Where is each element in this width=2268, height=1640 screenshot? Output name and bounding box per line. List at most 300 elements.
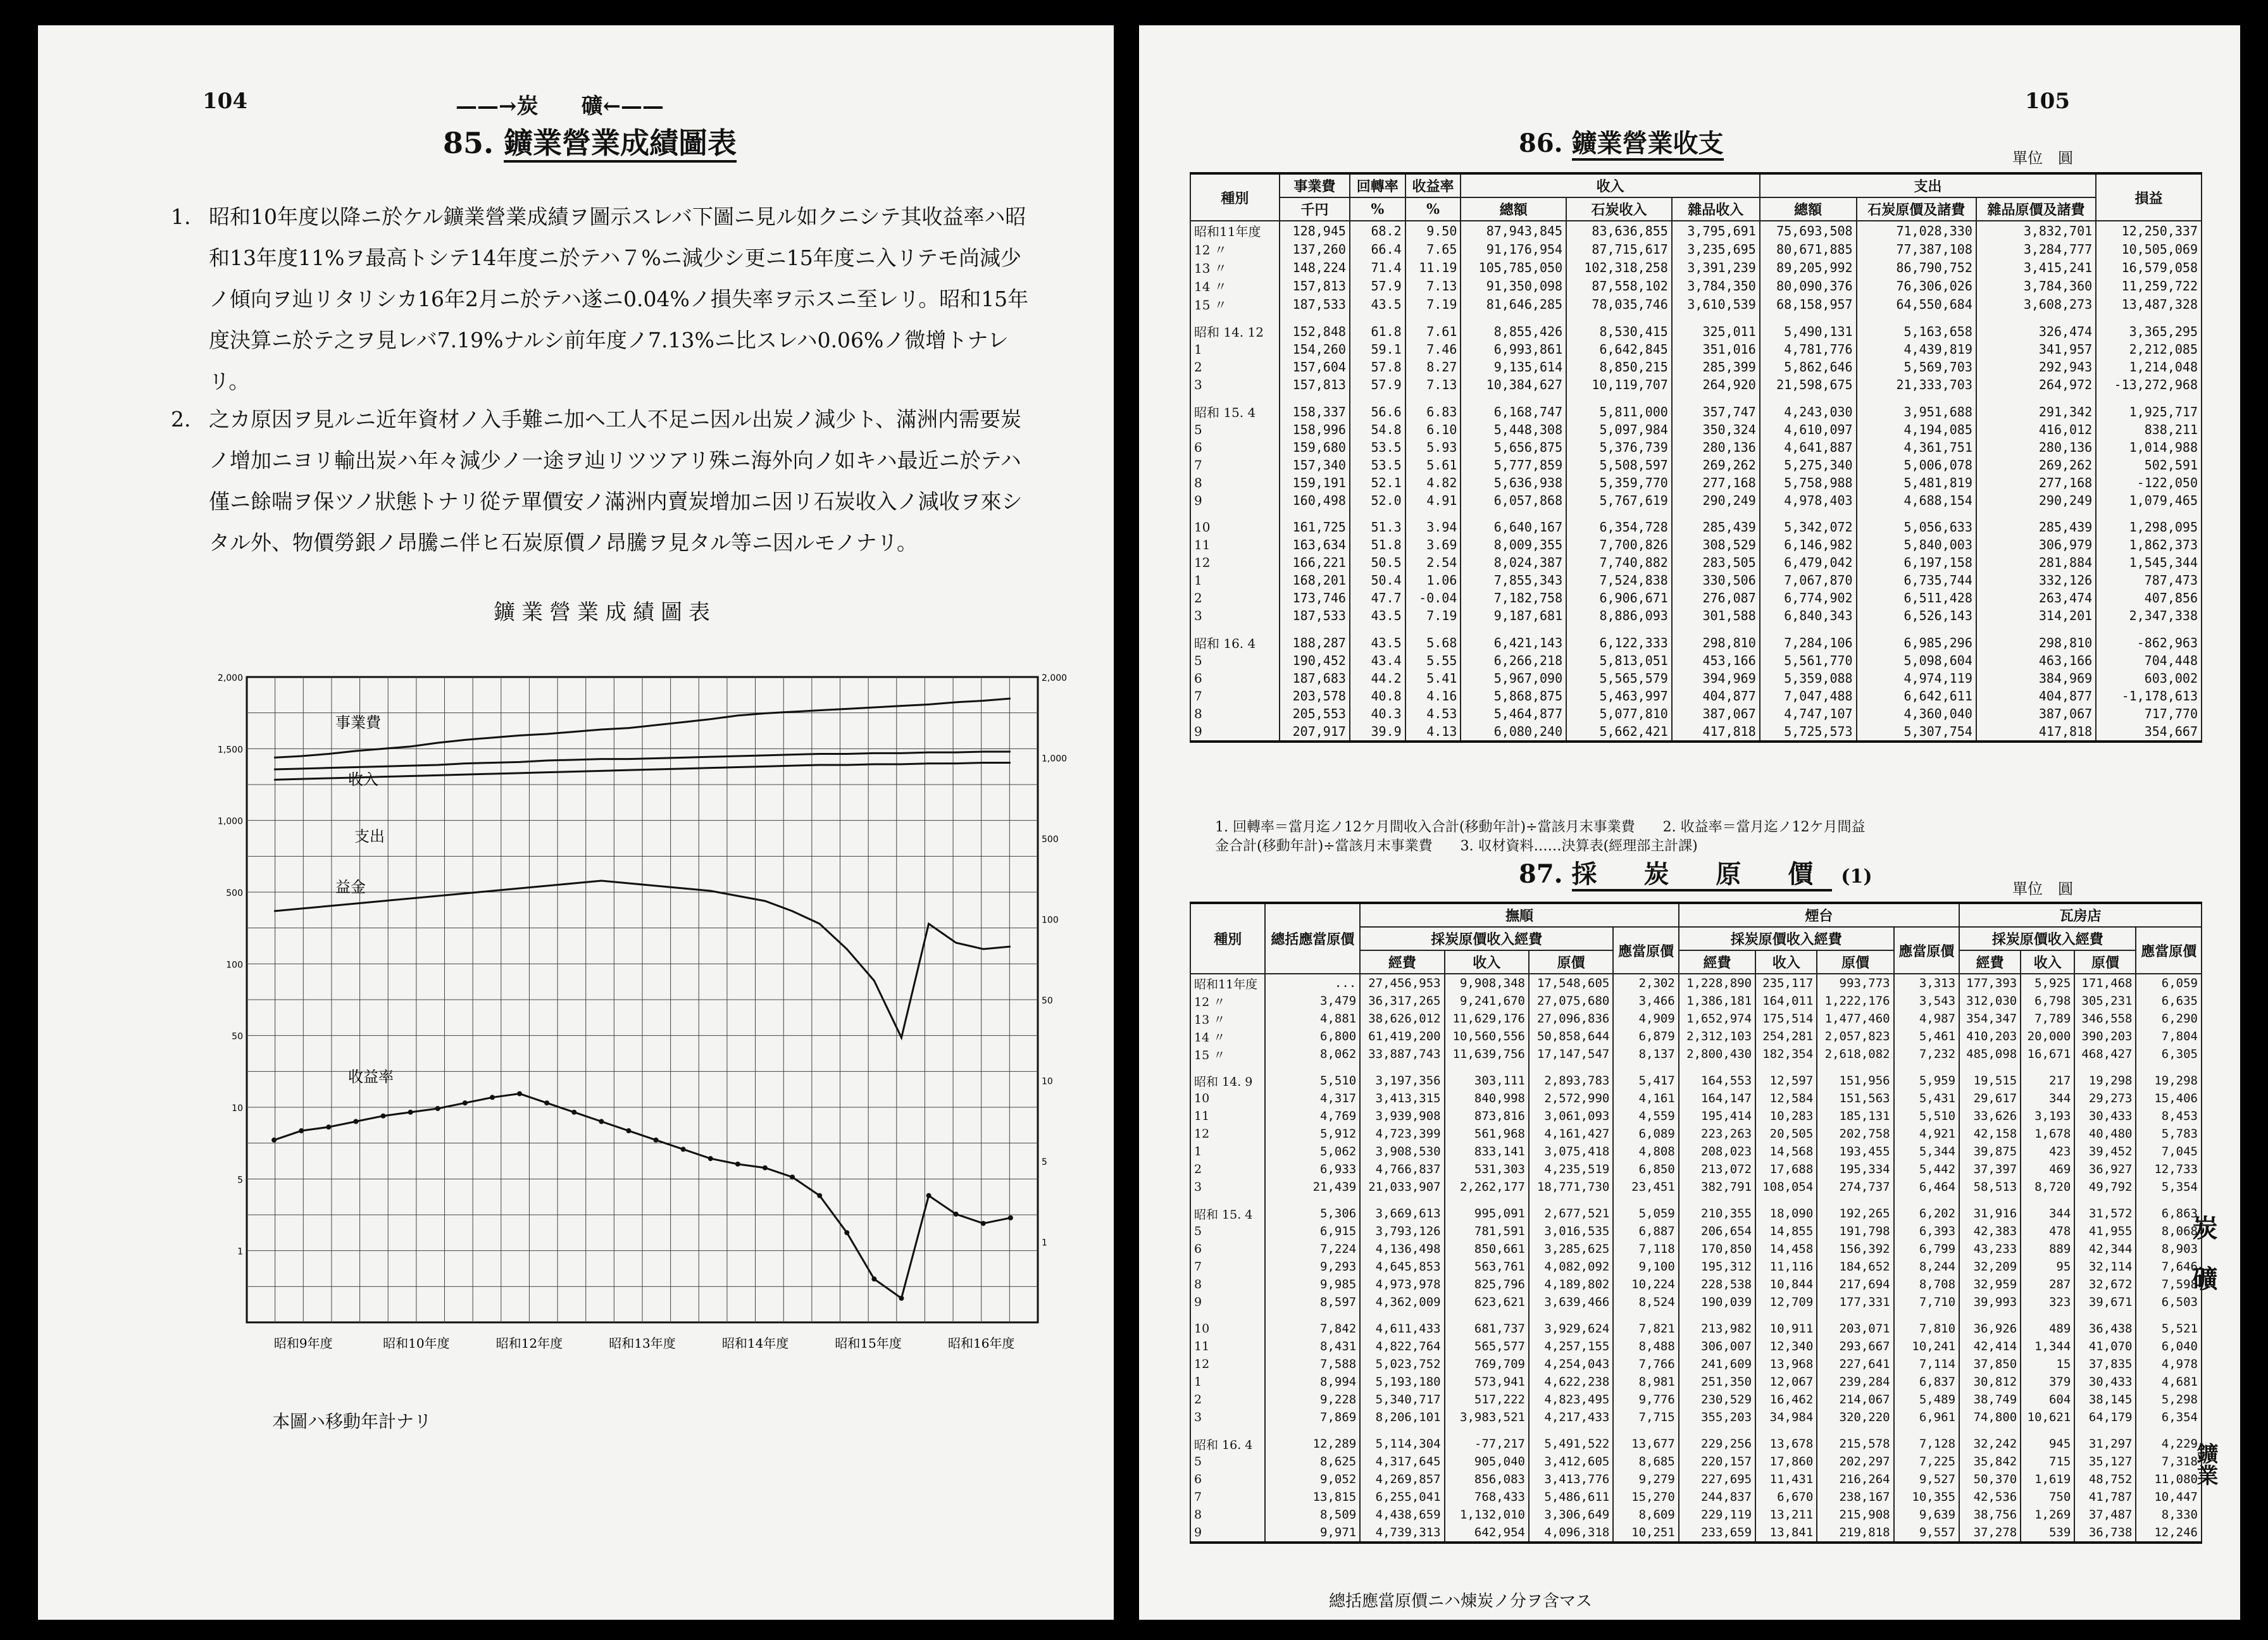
t86-cell: 1,545,344 <box>2096 554 2202 571</box>
t87-cell: 7,114 <box>1894 1355 1959 1373</box>
t87-cell: 517,222 <box>1445 1391 1529 1408</box>
t87-cell: 6,915 <box>1265 1222 1360 1240</box>
series-point <box>735 1162 740 1167</box>
t87-cell: 9,527 <box>1894 1470 1959 1488</box>
group-fushun: 撫順 <box>1360 903 1679 927</box>
t86-cell: 7,067,870 <box>1760 571 1857 589</box>
t86-row <box>1190 633 2202 652</box>
t87-cell: 995,091 <box>1445 1205 1529 1222</box>
t86-cell: 6,080,240 <box>1461 723 1566 742</box>
t87-cell: 27,096,836 <box>1529 1010 1613 1028</box>
t86-cell: 7,740,882 <box>1566 554 1672 571</box>
t86-cell: 4,194,085 <box>1857 421 1976 438</box>
t87-cell: 42,158 <box>1959 1125 2021 1143</box>
t86-cell: 2,347,338 <box>2096 607 2202 624</box>
t87-cell: 9,241,670 <box>1445 992 1529 1010</box>
t87-cell: 昭和11年度 <box>1190 974 1265 992</box>
note-86-line1: 1. 回轉率＝當月迄ノ12ケ月間收入合計(移動年計)÷當該月末事業費 2. 收益率＝當月迄ノ12ケ月間益 <box>1215 819 1866 835</box>
t87-cell: 3,193 <box>2021 1107 2074 1125</box>
series-point <box>544 1100 549 1105</box>
t86-cell: 4,688,154 <box>1857 492 1976 509</box>
t87-cell: 195,414 <box>1679 1107 1755 1125</box>
paragraph-1-text: 昭和10年度以降ニ於ケル鑛業營業成績ヲ圖示スレバ下圖ニ見ル如クニシテ其收益率ハ昭和13年度11%ヲ最高トシテ14年度ニ於テハ７%ニ減少シ更ニ15年度ニ入リテモ尚減少ノ傾向ヲ辿リタリシカ16年2月ニ於テハ遂ニ0.04%ノ損失率ヲ示スニ至レリ。昭和15年度決算ニ於テ之ヲ見レバ7.19%ナルシ前年度ノ7.13%ニ比スレハ0.06%ノ微增トナレリ。 <box>209 204 1029 394</box>
t86-cell: 80,671,885 <box>1760 240 1857 258</box>
title-86 <box>1519 123 1724 159</box>
right-tick-label: 100 <box>1042 915 1059 926</box>
t86-row <box>1190 340 2202 358</box>
t86-cell: 4,439,819 <box>1857 340 1976 358</box>
t86-row <box>1190 258 2202 276</box>
t86-cell: 43.5 <box>1350 607 1405 624</box>
right-tick-label: 2,000 <box>1042 673 1068 683</box>
t86-cell: 昭和11年度 <box>1190 221 1280 240</box>
t87-cell: 10,283 <box>1755 1107 1817 1125</box>
t86-cell <box>1672 313 1760 322</box>
t86-cell: 6,122,333 <box>1566 633 1672 652</box>
t87-cell: 33,626 <box>1959 1107 2021 1125</box>
t87-cell: 27,075,680 <box>1529 992 1613 1010</box>
t87-cell: 12,733 <box>2136 1160 2202 1178</box>
series-point <box>381 1114 386 1119</box>
t86-cell: 80,090,376 <box>1760 276 1857 295</box>
t87-cell: 36,738 <box>2074 1524 2136 1543</box>
t87-cell: 905,040 <box>1445 1453 1529 1470</box>
t86-cell: 52.0 <box>1350 492 1405 509</box>
t87-cell: 354,347 <box>1959 1010 2021 1028</box>
t87-cell: 昭和 15. 4 <box>1190 1205 1265 1222</box>
t87-cell: 32,209 <box>1959 1258 2021 1276</box>
series-point <box>954 1212 959 1217</box>
t87-cell <box>1529 1426 1613 1435</box>
t87-cell: 5,344 <box>1894 1143 1959 1160</box>
t86-cell: 7.61 <box>1405 322 1461 340</box>
t87-cell: 6,503 <box>2136 1293 2202 1311</box>
t87-cell: 390,203 <box>2074 1028 2136 1045</box>
t87-cell: 4,161 <box>1613 1090 1678 1107</box>
title-87-subtitle: (1) <box>1841 866 1872 888</box>
t87-cell: 6,255,041 <box>1360 1488 1444 1506</box>
t87-cell: 58,513 <box>1959 1178 2021 1196</box>
t87-cell: 3,197,356 <box>1360 1072 1444 1090</box>
t87-cell: 41,787 <box>2074 1488 2136 1506</box>
t87-cell: 1,678 <box>2021 1125 2074 1143</box>
t87-cell <box>2136 1196 2202 1205</box>
t87-row <box>1190 1028 2202 1045</box>
t87-cell: 235,117 <box>1755 974 1817 992</box>
t86-cell: 5,758,988 <box>1760 474 1857 492</box>
t87-cell <box>1265 1426 1360 1435</box>
t87-cell: 4,161,427 <box>1529 1125 1613 1143</box>
t86-cell: 326,474 <box>1976 322 2096 340</box>
t87-cell: 6,040 <box>2136 1338 2202 1355</box>
t86-cell: 2 <box>1190 589 1280 607</box>
t87-cell: 3,466 <box>1613 992 1678 1010</box>
series-point <box>435 1106 440 1111</box>
t87-cell: 23,451 <box>1613 1178 1678 1196</box>
unit-percent-2: % <box>1405 197 1461 221</box>
t87-cell: 244,837 <box>1679 1488 1755 1506</box>
group-wafangdian: 瓦房店 <box>1959 903 2202 927</box>
t87-cell: 5,521 <box>2136 1320 2202 1338</box>
x-tick-label: 昭和14年度 <box>721 1336 789 1351</box>
t86-cell <box>1566 394 1672 402</box>
t87-cell: 15 <box>2021 1355 2074 1373</box>
t87-row <box>1190 1373 2202 1391</box>
t87-row <box>1190 1063 2202 1072</box>
t87-cell: 355,203 <box>1679 1408 1755 1426</box>
t86-cell: 5,561,770 <box>1760 652 1857 669</box>
t87-cell <box>2021 1311 2074 1320</box>
t87-cell: 3,061,093 <box>1529 1107 1613 1125</box>
t86-cell: 5.93 <box>1405 438 1461 456</box>
t87-cell: 15,406 <box>2136 1090 2202 1107</box>
t87-cell: 5,114,304 <box>1360 1435 1444 1453</box>
t87-cell: 2 <box>1190 1160 1265 1178</box>
t86-cell: 5,275,340 <box>1760 456 1857 474</box>
t87-cell <box>2074 1311 2136 1320</box>
section-header: ——→炭 礦←—— <box>456 94 664 119</box>
t87-cell: 781,591 <box>1445 1222 1529 1240</box>
t87-cell: 32,114 <box>2074 1258 2136 1276</box>
t86-cell: 5,725,573 <box>1760 723 1857 742</box>
t86-cell: 280,136 <box>1672 438 1760 456</box>
group-expense: 支出 <box>1760 173 2096 197</box>
t86-cell: 5,481,819 <box>1857 474 1976 492</box>
t86-row <box>1190 376 2202 394</box>
t86-row <box>1190 589 2202 607</box>
t87-cell: 220,157 <box>1679 1453 1755 1470</box>
yantai-expense: 經費 <box>1679 950 1755 974</box>
series-point <box>463 1100 468 1105</box>
t86-cell <box>1672 624 1760 633</box>
t87-cell: 3,908,530 <box>1360 1143 1444 1160</box>
t87-cell <box>1360 1196 1444 1205</box>
t87-cell: 3 <box>1190 1408 1265 1426</box>
t86-cell <box>1280 394 1350 402</box>
t86-cell: 89,205,992 <box>1760 258 1857 276</box>
t86-cell: 5,056,633 <box>1857 518 1976 536</box>
t87-cell: 2,893,783 <box>1529 1072 1613 1090</box>
t87-cell: 6,933 <box>1265 1160 1360 1178</box>
t87-row <box>1190 1408 2202 1426</box>
t86-cell: 5,569,703 <box>1857 358 1976 376</box>
t87-cell: 10,560,556 <box>1445 1028 1529 1045</box>
t86-cell: 9,135,614 <box>1461 358 1566 376</box>
t87-cell: 3,016,535 <box>1529 1222 1613 1240</box>
t87-cell: 6,879 <box>1613 1028 1678 1045</box>
t87-cell <box>1959 1311 2021 1320</box>
t87-cell: 39,993 <box>1959 1293 2021 1311</box>
t87-cell: 5,510 <box>1265 1072 1360 1090</box>
t87-cell <box>2136 1063 2202 1072</box>
t87-cell: 4,766,837 <box>1360 1160 1444 1178</box>
t87-cell: 5 <box>1190 1222 1265 1240</box>
t86-cell: 83,636,855 <box>1566 221 1672 240</box>
t87-cell: 254,281 <box>1755 1028 1817 1045</box>
left-tick-label: 10 <box>232 1103 243 1114</box>
t86-row <box>1190 394 2202 402</box>
t86-cell: 8,886,093 <box>1566 607 1672 624</box>
t86-cell: 148,224 <box>1280 258 1350 276</box>
t86-cell <box>1350 394 1405 402</box>
t87-cell: 6,089 <box>1613 1125 1678 1143</box>
t87-cell: 229,256 <box>1679 1435 1755 1453</box>
t86-cell: 50.4 <box>1350 571 1405 589</box>
t86-cell: 453,166 <box>1672 652 1760 669</box>
t86-cell: 44.2 <box>1350 669 1405 687</box>
t87-cell: 4,987 <box>1894 1010 1959 1028</box>
t87-cell: 12,709 <box>1755 1293 1817 1311</box>
t86-cell: 57.9 <box>1350 376 1405 394</box>
t87-cell: 750 <box>2021 1488 2074 1506</box>
t87-row <box>1190 1090 2202 1107</box>
t87-cell: 32,672 <box>2074 1276 2136 1293</box>
t87-cell: 164,147 <box>1679 1090 1755 1107</box>
t87-cell: 74,800 <box>1959 1408 2021 1426</box>
t87-cell: 7 <box>1190 1488 1265 1506</box>
t87-cell: 856,083 <box>1445 1470 1529 1488</box>
col-turnover: 回轉率 <box>1350 173 1405 197</box>
t86-cell <box>1566 624 1672 633</box>
t86-cell: 6,479,042 <box>1760 554 1857 571</box>
t86-cell: 351,016 <box>1672 340 1760 358</box>
t86-cell <box>1190 509 1280 518</box>
t86-cell: 21,598,675 <box>1760 376 1857 394</box>
t86-cell <box>1672 394 1760 402</box>
t87-cell: 38,756 <box>1959 1506 2021 1524</box>
t87-cell: 12,246 <box>2136 1524 2202 1543</box>
t86-row <box>1190 402 2202 421</box>
t86-cell: 39.9 <box>1350 723 1405 742</box>
series-point <box>926 1193 932 1198</box>
t87-cell <box>1755 1063 1817 1072</box>
t86-cell: 59.1 <box>1350 340 1405 358</box>
t86-cell: 1,298,095 <box>2096 518 2202 536</box>
t87-cell: 208,023 <box>1679 1143 1755 1160</box>
t87-cell: 4,645,853 <box>1360 1258 1444 1276</box>
t87-cell: 195,312 <box>1679 1258 1755 1276</box>
t87-cell: 9,639 <box>1894 1506 1959 1524</box>
fushun-income: 收入 <box>1445 950 1529 974</box>
t87-cell: 7,646 <box>2136 1258 2202 1276</box>
t87-cell: 10 <box>1190 1320 1265 1338</box>
t87-cell: 4,438,659 <box>1360 1506 1444 1524</box>
t86-cell: 298,810 <box>1976 633 2096 652</box>
right-tick-label: 500 <box>1042 835 1059 845</box>
t87-cell: 5,486,611 <box>1529 1488 1613 1506</box>
t87-cell <box>1679 1426 1755 1435</box>
t86-cell: 66.4 <box>1350 240 1405 258</box>
right-tick-label: 5 <box>1042 1157 1047 1167</box>
t86-cell <box>1461 313 1566 322</box>
series-point <box>844 1230 849 1235</box>
t87-cell: 177,393 <box>1959 974 2021 992</box>
t86-cell: 76,306,026 <box>1857 276 1976 295</box>
t87-cell: 5,023,752 <box>1360 1355 1444 1373</box>
series-point <box>817 1193 822 1198</box>
t86-row <box>1190 518 2202 536</box>
t86-cell <box>2096 313 2202 322</box>
t87-cell <box>1894 1311 1959 1320</box>
note-86-line2: 金合計(移動年計)÷當該月末事業費 3. 収材資料……決算表(經理部主計課) <box>1215 838 1698 854</box>
t87-cell: 3,313 <box>1894 974 1959 992</box>
col87-total-cost: 總括應當原價 <box>1265 903 1360 974</box>
t86-cell: 3,784,360 <box>1976 276 2096 295</box>
t87-cell: 6,202 <box>1894 1205 1959 1222</box>
t87-cell: 3,479 <box>1265 992 1360 1010</box>
t87-cell: 3,306,649 <box>1529 1506 1613 1524</box>
t87-cell: 4,681 <box>2136 1373 2202 1391</box>
t87-cell: 9,776 <box>1613 1391 1678 1408</box>
t87-cell <box>1360 1426 1444 1435</box>
t87-cell <box>2074 1196 2136 1205</box>
t87-cell <box>1959 1426 2021 1435</box>
t86-cell: 9,187,681 <box>1461 607 1566 624</box>
t86-cell: 3,610,539 <box>1672 295 1760 313</box>
t87-row <box>1190 1338 2202 1355</box>
t87-cell: 7,710 <box>1894 1293 1959 1311</box>
t87-cell: 10,844 <box>1755 1276 1817 1293</box>
t87-cell: 9 <box>1190 1293 1265 1311</box>
t87-cell: 195,334 <box>1817 1160 1893 1178</box>
t86-cell: 263,474 <box>1976 589 2096 607</box>
t87-cell: 14,855 <box>1755 1222 1817 1240</box>
series-point <box>654 1138 659 1143</box>
t86-cell: 21,333,703 <box>1857 376 1976 394</box>
t87-cell <box>1894 1063 1959 1072</box>
t87-cell: 37,487 <box>2074 1506 2136 1524</box>
t87-cell: 1,132,010 <box>1445 1506 1529 1524</box>
t86-cell: 6.83 <box>1405 402 1461 421</box>
t86-cell: 3.94 <box>1405 518 1461 536</box>
t87-cell: 151,956 <box>1817 1072 1893 1090</box>
t86-cell: 5 <box>1190 421 1280 438</box>
t86-cell <box>1461 624 1566 633</box>
t87-cell: 4,362,009 <box>1360 1293 1444 1311</box>
t86-cell: 10,505,069 <box>2096 240 2202 258</box>
t87-cell: 31,572 <box>2074 1205 2136 1222</box>
t86-cell: 53.5 <box>1350 456 1405 474</box>
left-tick-label: 500 <box>226 888 243 898</box>
title-85-number: 85. <box>443 126 494 160</box>
t87-cell: 5,925 <box>2021 974 2074 992</box>
t86-cell: 2,212,085 <box>2096 340 2202 358</box>
t86-cell: 8.27 <box>1405 358 1461 376</box>
t87-cell <box>1613 1426 1678 1435</box>
t86-cell: 404,877 <box>1672 687 1760 705</box>
t87-cell <box>1265 1063 1360 1072</box>
t86-cell: 276,087 <box>1672 589 1760 607</box>
t87-cell: 164,011 <box>1755 992 1817 1010</box>
t87-cell: 1,652,974 <box>1679 1010 1755 1028</box>
t87-cell: 5,354 <box>2136 1178 2202 1196</box>
t87-cell: 219,818 <box>1817 1524 1893 1543</box>
t86-cell: 387,067 <box>1976 705 2096 723</box>
t86-cell: 157,813 <box>1280 376 1350 394</box>
t87-cell: 193,455 <box>1817 1143 1893 1160</box>
t87-cell: 4,808 <box>1613 1143 1678 1160</box>
t86-cell: 7,182,758 <box>1461 589 1566 607</box>
t87-cell: 6,670 <box>1755 1488 1817 1506</box>
t87-cell: 7,810 <box>1894 1320 1959 1338</box>
t87-cell: 13 〃 <box>1190 1010 1265 1028</box>
t87-cell: 108,054 <box>1755 1178 1817 1196</box>
t87-cell: 17,688 <box>1755 1160 1817 1178</box>
t87-cell: 42,536 <box>1959 1488 2021 1506</box>
title-87 <box>1519 854 1872 890</box>
t86-cell: 4,243,030 <box>1760 402 1857 421</box>
t86-cell: 285,439 <box>1672 518 1760 536</box>
t87-cell <box>1190 1426 1265 1435</box>
t87-cell: 5,912 <box>1265 1125 1360 1143</box>
t86-cell: 3,784,350 <box>1672 276 1760 295</box>
t87-cell: 36,317,265 <box>1360 992 1444 1010</box>
t87-cell: 12,340 <box>1755 1338 1817 1355</box>
t87-cell: 20,505 <box>1755 1125 1817 1143</box>
t87-cell: 7,224 <box>1265 1240 1360 1258</box>
t86-cell: 51.8 <box>1350 536 1405 554</box>
t87-cell: 4,739,313 <box>1360 1524 1444 1543</box>
t86-cell: 5,565,579 <box>1566 669 1672 687</box>
t87-cell: 19,298 <box>2136 1072 2202 1090</box>
t87-cell: 182,354 <box>1755 1045 1817 1063</box>
right-tick-label: 10 <box>1042 1076 1053 1087</box>
t86-cell: 354,667 <box>2096 723 2202 742</box>
t86-cell: 86,790,752 <box>1857 258 1976 276</box>
t87-cell: 8,685 <box>1613 1453 1678 1470</box>
t87-cell <box>1755 1196 1817 1205</box>
t87-cell: 3,543 <box>1894 992 1959 1010</box>
t86-cell: 4,781,776 <box>1760 340 1857 358</box>
t87-cell: 11,629,176 <box>1445 1010 1529 1028</box>
series-point <box>790 1174 795 1179</box>
t86-cell: 6,197,158 <box>1857 554 1976 571</box>
t87-cell: 642,954 <box>1445 1524 1529 1543</box>
t87-cell: 3,929,624 <box>1529 1320 1613 1338</box>
t87-cell: 2,677,521 <box>1529 1205 1613 1222</box>
series-label: 事業費 <box>335 714 381 731</box>
series-point <box>681 1146 686 1152</box>
t86-cell: 7,047,488 <box>1760 687 1857 705</box>
t87-cell: 850,661 <box>1445 1240 1529 1258</box>
t86-cell: 8 <box>1190 705 1280 723</box>
t87-cell: 565,577 <box>1445 1338 1529 1355</box>
t86-row <box>1190 705 2202 723</box>
t87-cell: 10,911 <box>1755 1320 1817 1338</box>
title-85 <box>443 120 737 162</box>
t87-cell: 41,955 <box>2074 1222 2136 1240</box>
t86-cell: 5,098,604 <box>1857 652 1976 669</box>
t87-cell: 9,908,348 <box>1445 974 1529 992</box>
t87-cell: 681,737 <box>1445 1320 1529 1338</box>
t86-cell: 301,588 <box>1672 607 1760 624</box>
t87-cell: 32,959 <box>1959 1276 2021 1293</box>
t87-cell: 2,302 <box>1613 974 1678 992</box>
t87-cell: 3,412,605 <box>1529 1453 1613 1470</box>
t86-cell: 717,770 <box>2096 705 2202 723</box>
t86-cell: 11.19 <box>1405 258 1461 276</box>
title-87-text: 採 炭 原 價 <box>1572 859 1833 891</box>
t86-cell: 292,943 <box>1976 358 2096 376</box>
t86-cell: 6,266,218 <box>1461 652 1566 669</box>
t86-cell: 308,529 <box>1672 536 1760 554</box>
t87-cell: 303,111 <box>1445 1072 1529 1090</box>
paragraph-1 <box>171 196 1031 402</box>
t87-cell: 4,136,498 <box>1360 1240 1444 1258</box>
t87-cell: 6,290 <box>2136 1010 2202 1028</box>
t87-cell: 1,344 <box>2021 1338 2074 1355</box>
t87-cell <box>2074 1426 2136 1435</box>
